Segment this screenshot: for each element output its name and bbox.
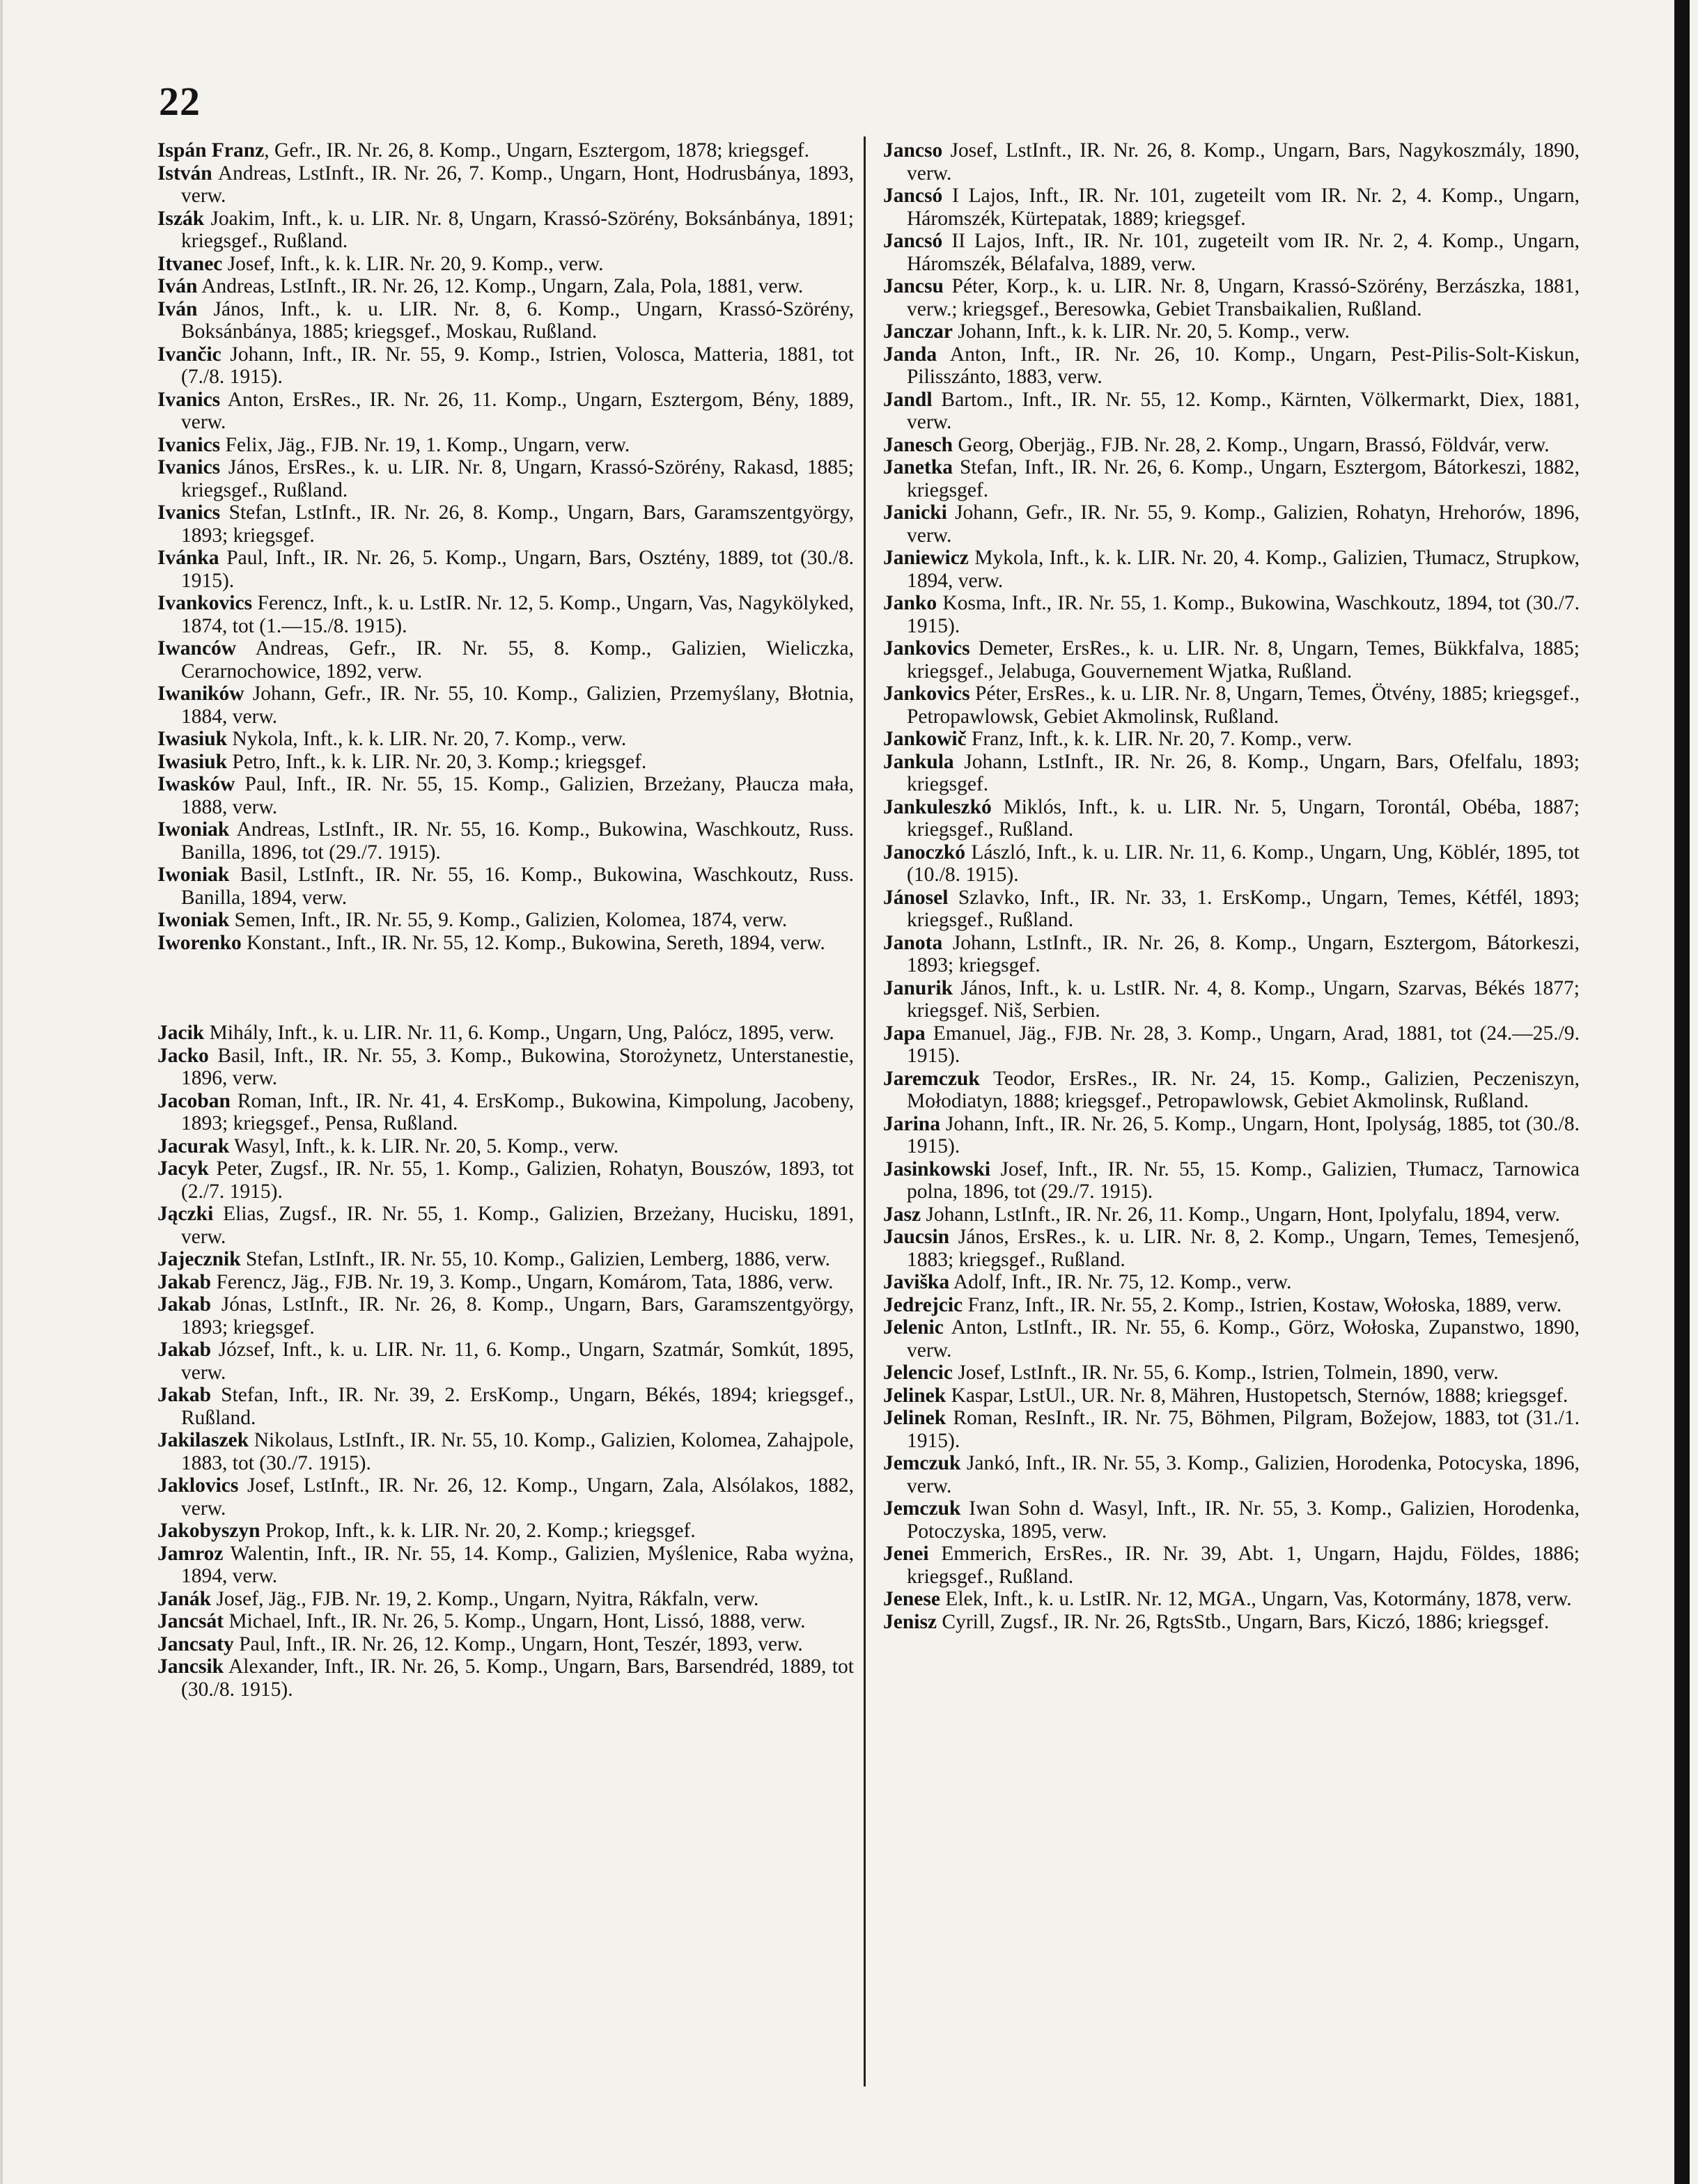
entry-surname: Iwoniak [157,864,230,886]
roster-entry [883,1294,1580,1317]
entry-surname: Janoczkó [883,841,965,864]
entry-surname: Jankovics [883,682,970,705]
entry-surname: Jakobyszyn [157,1520,260,1542]
entry-surname: Jedrejcic [883,1293,963,1316]
roster-entry [883,592,1580,637]
entry-surname: Iwasiuk [157,728,228,750]
entry-details: Miklós, Inft., k. u. LIR. Nr. 5, Ungarn, Torontál, Obéba, 1887; kriegsgef., Rußland. [907,795,1580,841]
roster-entry [883,1271,1580,1294]
entry-surname: Jakab [157,1270,212,1293]
entry-details: Emmerich, ErsRes., IR. Nr. 39, Abt. 1, Ungarn, Hajdu, Földes, 1886; kriegsgef., Rußland. [907,1543,1580,1588]
roster-entry [157,1633,854,1656]
entry-details: Johann, Gefr., IR. Nr. 55, 10. Komp., Galizien, Przemyślany, Błotnia, 1884, verw. [181,682,854,728]
entry-details: Franz, Inft., IR. Nr. 55, 2. Komp., Istrien, Kostaw, Wołoska, 1889, verw. [963,1293,1562,1316]
roster-entry [157,456,854,501]
column-divider [864,136,866,2086]
entry-surname: Ivanics [157,433,221,456]
roster-entry [157,592,854,637]
roster-entry [157,1293,854,1339]
roster-entry [157,1543,854,1588]
entry-details: Johann, LstInft., IR. Nr. 26, 8. Komp., Ungarn, Esztergom, Bátorkeszi, 1893; kriegsgef. [907,931,1580,976]
roster-entry [157,1022,854,1045]
entry-details: Elias, Zugsf., IR. Nr. 55, 1. Komp., Galizien, Brzeżany, Hucisku, 1891, verw. [181,1203,854,1248]
roster-entry [157,275,854,298]
roster-entry [157,501,854,547]
entry-surname: Jemczuk [883,1497,961,1520]
entry-details: Josef, Inft., k. k. LIR. Nr. 20, 9. Komp., verw. [222,252,604,275]
entry-details: Andreas, LstInft., IR. Nr. 26, 12. Komp., Ungarn, Zala, Pola, 1881, verw. [197,275,804,297]
roster-entry [883,456,1580,501]
entry-surname: Janetka [883,456,953,478]
entry-details: Semen, Inft., IR. Nr. 55, 9. Komp., Galizien, Kolomea, 1874, verw. [229,909,788,931]
entry-surname: Janicki [883,501,947,524]
entry-surname: Jakab [157,1293,212,1316]
roster-entry [883,275,1580,320]
entry-surname: Jancsó [883,185,943,207]
roster-entry [883,932,1580,977]
roster-entry [157,208,854,253]
entry-details: Andreas, LstInft., IR. Nr. 26, 7. Komp., Ungarn, Hont, Hodrusbánya, 1893, verw. [181,162,854,207]
roster-entry [157,773,854,818]
entry-surname: Ispán Franz [157,139,265,162]
entry-surname: Jasz [883,1203,921,1226]
entry-group-j-cont [883,139,1580,1633]
roster-entry [883,139,1580,185]
entry-details: Josef, LstInft., IR. Nr. 55, 6. Komp., Istrien, Tolmein, 1890, verw. [952,1362,1499,1384]
roster-entry [157,547,854,592]
entry-details: Michael, Inft., IR. Nr. 26, 5. Komp., Ungarn, Hont, Lissó, 1888, verw. [224,1610,806,1632]
entry-details: II Lajos, Inft., IR. Nr. 101, zugeteilt vom IR. Nr. 2, 4. Komp., Ungarn, Háromszék, Bélafalva, 1889, verw. [907,230,1580,275]
roster-entry [883,1113,1580,1158]
entry-surname: Jancsu [883,275,944,297]
roster-entry [157,1520,854,1543]
entry-surname: Jamroz [157,1542,224,1565]
roster-entry [883,728,1580,751]
roster-entry [883,320,1580,343]
entry-details: Roman, ResInft., IR. Nr. 75, Böhmen, Pilgram, Božejow, 1883, tot (31./1. 1915). [907,1407,1580,1452]
roster-entry [157,1588,854,1611]
roster-entry [883,1022,1580,1068]
roster-entry [157,1045,854,1090]
entry-group-j [157,1022,854,1701]
entry-surname: Jączki [157,1203,214,1225]
entry-surname: Jandl [883,388,933,411]
entry-details: Anton, LstInft., IR. Nr. 55, 6. Komp., Görz, Wołoska, Zupanstwo, 1890, verw. [907,1316,1580,1362]
entry-details: Josef, Inft., IR. Nr. 55, 15. Komp., Galizien, Tłumacz, Tarnowica polna, 1896, tot (29./7. 1915). [907,1157,1580,1203]
roster-entry [157,1429,854,1474]
entry-details: Nykola, Inft., k. k. LIR. Nr. 20, 7. Komp., verw. [227,728,627,750]
roster-entry [883,230,1580,275]
entry-details: Mykola, Inft., k. k. LIR. Nr. 20, 4. Komp., Galizien, Tłumacz, Strupkow, 1894, verw. [907,547,1580,592]
entry-details: Georg, Oberjäg., FJB. Nr. 28, 2. Komp., Ungarn, Brassó, Földvár, verw. [952,433,1550,456]
entry-details: Kaspar, LstUl., UR. Nr. 8, Mähren, Hustopetsch, Sternów, 1888; kriegsgef. [946,1384,1568,1407]
entry-details: Jónas, LstInft., IR. Nr. 26, 8. Komp., Ungarn, Bars, Garamszentgyörgy, 1893; kriegsgef. [181,1293,854,1339]
entry-surname: Iwasiuk [157,750,228,773]
entry-details: Stefan, LstInft., IR. Nr. 55, 10. Komp., Galizien, Lemberg, 1886, verw. [240,1248,830,1270]
entry-details: Mihály, Inft., k. u. LIR. Nr. 11, 6. Komp., Ungarn, Ung, Palócz, 1895, verw. [204,1022,834,1044]
entry-details: Johann, Inft., IR. Nr. 55, 9. Komp., Istrien, Volosca, Matteria, 1881, tot (7./8. 1915). [181,343,854,388]
entry-surname: Jancsó [883,230,943,252]
entry-surname: Jaucsin [883,1226,950,1248]
entry-details: Josef, LstInft., IR. Nr. 26, 8. Komp., Ungarn, Bars, Nagykoszmály, 1890, verw. [907,139,1580,185]
roster-entry [883,796,1580,841]
left-column [157,139,854,1701]
entry-details: Paul, Inft., IR. Nr. 26, 5. Komp., Ungarn, Bars, Osztény, 1889, tot (30./8. 1915). [181,547,854,592]
right-column [883,139,1580,1633]
entry-surname: Jenisz [883,1610,937,1633]
entry-details: Roman, Inft., IR. Nr. 41, 4. ErsKomp., Bukowina, Kimpolung, Jacobeny, 1893; kriegsgef., Pensa, Rußland. [181,1089,854,1134]
entry-surname: Janurik [883,976,953,999]
roster-entry [157,389,854,434]
entry-surname: Jancsát [157,1610,224,1632]
roster-entry [883,841,1580,887]
entry-details: Stefan, Inft., IR. Nr. 39, 2. ErsKomp., Ungarn, Békés, 1894; kriegsgef., Rußland. [181,1384,854,1429]
entry-surname: Iszák [157,207,205,230]
roster-entry [157,751,854,774]
roster-entry [883,887,1580,932]
entry-details: Konstant., Inft., IR. Nr. 55, 12. Komp., Bukowina, Sereth, 1894, verw. [241,931,825,954]
entry-surname: Ivanics [157,501,221,524]
entry-surname: Jajecznik [157,1248,241,1270]
entry-surname: Jelenic [883,1316,944,1339]
entry-details: Basil, Inft., IR. Nr. 55, 3. Komp., Bukowina, Storożynetz, Unterstanestie, 1896, verw. [181,1044,854,1089]
entry-surname: Jasinkowski [883,1157,991,1180]
roster-entry [883,977,1580,1022]
entry-surname: Jarina [883,1112,940,1135]
roster-entry [157,1384,854,1429]
entry-details: Ferencz, Jäg., FJB. Nr. 19, 3. Komp., Ungarn, Komárom, Tata, 1886, verw. [211,1270,834,1293]
entry-surname: Janczar [883,320,953,343]
entry-surname: Ivánka [157,547,219,569]
roster-entry [883,389,1580,434]
roster-entry [157,1135,854,1158]
page-right-edge [1674,0,1690,2184]
entry-surname: Jankovics [883,637,970,660]
entry-surname: Jancso [883,139,943,162]
entry-details: I Lajos, Inft., IR. Nr. 101, zugeteilt vom IR. Nr. 2, 4. Komp., Ungarn, Háromszék, Kürtepatak, 1889; kriegsgef. [907,185,1580,230]
entry-surname: Janiewicz [883,547,969,569]
entry-details: Bartom., Inft., IR. Nr. 55, 12. Komp., Kärnten, Völkermarkt, Diex, 1881, verw. [907,388,1580,433]
roster-entry [883,501,1580,547]
roster-entry [157,818,854,864]
roster-entry [157,682,854,728]
entry-details: Ferencz, Inft., k. u. LstIR. Nr. 12, 5. Komp., Ungarn, Vas, Nagykölyked, 1874, tot (1.—15./8. 1915). [181,592,854,637]
roster-entry [157,1474,854,1520]
entry-details: Peter, Zugsf., IR. Nr. 55, 1. Komp., Galizien, Rohatyn, Bouszów, 1893, tot (2./7. 1915). [181,1157,854,1203]
entry-surname: Janesch [883,433,953,456]
entry-details: János, Inft., k. u. LIR. Nr. 8, 6. Komp., Ungarn, Krassó-Szörény, Boksánbánya, 1885; kriegsgef., Moskau, Rußland. [181,297,854,343]
entry-details: Stefan, Inft., IR. Nr. 26, 6. Komp., Ungarn, Esztergom, Bátorkeszi, 1882, kriegsgef. [907,456,1580,501]
entry-details: Demeter, ErsRes., k. u. LIR. Nr. 8, Ungarn, Temes, Bükkfalva, 1885; kriegsgef., Jelabuga, Gouvernement Wjatka, Rußland. [907,637,1580,682]
entry-details: József, Inft., k. u. LIR. Nr. 11, 6. Komp., Ungarn, Szatmár, Somkút, 1895, verw. [181,1339,854,1384]
roster-entry [883,547,1580,592]
entry-surname: Jacurak [157,1134,230,1157]
entry-details: Josef, LstInft., IR. Nr. 26, 12. Komp., Ungarn, Zala, Alsólakos, 1882, verw. [181,1474,854,1520]
entry-surname: Janda [883,343,937,366]
entry-surname: Janko [883,592,937,614]
entry-details: Elek, Inft., k. u. LstIR. Nr. 12, MGA., Ungarn, Vas, Kotormány, 1878, verw. [940,1588,1572,1610]
entry-details: Anton, Inft., IR. Nr. 26, 10. Komp., Ungarn, Pest-Pilis-Solt-Kiskun, Pilisszánto, 1883, verw. [907,343,1580,388]
roster-entry [157,1090,854,1135]
roster-entry [883,682,1580,728]
entry-details: Wasyl, Inft., k. k. LIR. Nr. 20, 5. Komp., verw. [229,1134,619,1157]
entry-surname: Jakab [157,1339,212,1361]
entry-details: Joakim, Inft., k. u. LIR. Nr. 8, Ungarn, Krassó-Szörény, Boksánbánya, 1891; kriegsgef., Rußland. [181,207,854,252]
entry-surname: Jánosel [883,886,949,909]
roster-entry [883,1611,1580,1634]
roster-entry [883,185,1580,230]
roster-entry [157,909,854,932]
entry-surname: Iworenko [157,931,242,954]
entry-details: Basil, LstInft., IR. Nr. 55, 16. Komp., Bukowina, Waschkoutz, Russ. Banilla, 1894, verw. [181,864,854,909]
roster-entry [157,728,854,751]
roster-entry [157,1610,854,1633]
entry-details: , Gefr., IR. Nr. 26, 8. Komp., Ungarn, Esztergom, 1878; kriegsgef. [264,139,809,162]
roster-entry [157,162,854,208]
roster-entry [157,1271,854,1294]
entry-surname: Janota [883,931,943,954]
entry-surname: Ivanics [157,456,221,478]
entry-details: Franz, Inft., k. k. LIR. Nr. 20, 7. Komp., verw. [966,728,1353,750]
section-gap [157,954,854,1022]
roster-entry [157,1248,854,1271]
roster-entry [157,298,854,343]
entry-surname: Jenei [883,1543,929,1565]
roster-entry [883,1158,1580,1203]
entry-details: Stefan, LstInft., IR. Nr. 26, 8. Komp., Ungarn, Bars, Garamszentgyörgy, 1893; kriegsgef. [181,501,854,547]
entry-details: János, ErsRes., k. u. LIR. Nr. 8, Ungarn, Krassó-Szörény, Rakasd, 1885; kriegsgef., Rußland. [181,456,854,501]
roster-entry [157,1655,854,1701]
entry-surname: Jelinek [883,1384,947,1407]
entry-surname: Japa [883,1022,926,1045]
entry-details: Felix, Jäg., FJB. Nr. 19, 1. Komp., Ungarn, verw. [220,433,630,456]
entry-surname: Iwasków [157,773,235,795]
roster-entry [883,1384,1580,1407]
roster-entry [157,1157,854,1203]
entry-details: Jankó, Inft., IR. Nr. 55, 3. Komp., Galizien, Horodenka, Potocyska, 1896, verw. [907,1452,1580,1497]
roster-entry [157,253,854,276]
roster-entry [883,751,1580,796]
entry-details: Johann, Inft., k. k. LIR. Nr. 20, 5. Komp., verw. [952,320,1350,343]
roster-entry [883,343,1580,389]
entry-surname: Jenese [883,1588,940,1610]
entry-details: Paul, Inft., IR. Nr. 55, 15. Komp., Galizien, Brzeżany, Płaucza mała, 1888, verw. [181,773,854,818]
roster-entry [157,343,854,389]
entry-surname: Ivančic [157,343,221,366]
entry-details: Andreas, Gefr., IR. Nr. 55, 8. Komp., Galizien, Wieliczka, Cerarnochowice, 1892, verw. [181,637,854,682]
entry-surname: Ivankovics [157,592,253,614]
roster-entry [157,139,854,162]
entry-surname: Jakilaszek [157,1429,249,1451]
entry-details: Paul, Inft., IR. Nr. 26, 12. Komp., Ungarn, Hont, Teszér, 1893, verw. [233,1632,803,1655]
page-number: 22 [159,79,201,124]
entry-surname: Jacik [157,1022,205,1044]
roster-entry [157,1203,854,1248]
entry-details: Johann, LstInft., IR. Nr. 26, 8. Komp., Ungarn, Bars, Ofelfalu, 1893; kriegsgef. [907,750,1580,795]
roster-entry [157,932,854,955]
entry-surname: Jelencic [883,1362,953,1384]
entry-details: Teodor, ErsRes., IR. Nr. 24, 15. Komp., Galizien, Peczeniszyn, Mołodiatyn, 1888; kriegsgef., Petropawlowsk, Gebiet Akmolinsk, Rußland. [907,1067,1580,1112]
roster-entry [883,1407,1580,1452]
roster-entry [157,864,854,909]
entry-details: Johann, Gefr., IR. Nr. 55, 9. Komp., Galizien, Rohatyn, Hrehorów, 1896, verw. [907,501,1580,547]
entry-surname: Jankuleszkó [883,795,992,818]
roster-entry [157,637,854,682]
entry-surname: Janák [157,1587,212,1610]
entry-details: Nikolaus, LstInft., IR. Nr. 55, 10. Komp., Galizien, Kolomea, Zahajpole, 1883, tot (30./7. 1915). [181,1429,854,1474]
entry-details: Josef, Jäg., FJB. Nr. 19, 2. Komp., Ungarn, Nyitra, Rákfaln, verw. [211,1587,759,1610]
entry-details: Johann, LstInft., IR. Nr. 26, 11. Komp., Ungarn, Hont, Ipolyfalu, 1894, verw. [921,1203,1561,1226]
roster-entry [883,1203,1580,1226]
entry-surname: István [157,162,212,185]
entry-details: Walentin, Inft., IR. Nr. 55, 14. Komp., Galizien, Myślenice, Raba wyżna, 1894, verw. [181,1542,854,1587]
roster-entry [157,1339,854,1384]
entry-surname: Jakab [157,1384,212,1406]
entry-surname: Iván [157,297,198,320]
roster-entry [157,434,854,457]
entry-details: Emanuel, Jäg., FJB. Nr. 28, 3. Komp., Ungarn, Arad, 1881, tot (24.—25./9. 1915). [907,1022,1580,1067]
entry-surname: Ivanics [157,388,221,411]
entry-details: János, Inft., k. u. LstIR. Nr. 4, 8. Komp., Ungarn, Szarvas, Békés 1877; kriegsgef. Niš, Serbien. [907,976,1580,1022]
entry-surname: Jacko [157,1044,209,1067]
entry-surname: Iwoniak [157,818,230,841]
entry-surname: Jacyk [157,1157,209,1180]
entry-group-i [157,139,854,954]
entry-surname: Iwoniak [157,909,230,931]
entry-details: Cyrill, Zugsf., IR. Nr. 26, RgtsStb., Ungarn, Bars, Kiczó, 1886; kriegsgef. [937,1610,1550,1633]
entry-surname: Jankowič [883,728,967,750]
page-left-edge [0,0,3,2184]
entry-details: Kosma, Inft., IR. Nr. 55, 1. Komp., Bukowina, Waschkoutz, 1894, tot (30./7. 1915). [907,592,1580,637]
roster-entry [883,1068,1580,1113]
roster-entry [883,1588,1580,1611]
roster-entry [883,434,1580,457]
roster-entry [883,1543,1580,1588]
roster-entry [883,1362,1580,1384]
entry-surname: Jancsik [157,1655,224,1678]
entry-surname: Jancsaty [157,1632,234,1655]
entry-details: Anton, ErsRes., IR. Nr. 26, 11. Komp., Ungarn, Esztergom, Bény, 1889, verw. [181,388,854,433]
entry-surname: Iwanców [157,637,237,660]
entry-details: Szlavko, Inft., IR. Nr. 33, 1. ErsKomp., Ungarn, Temes, Kétfél, 1893; kriegsgef., Rußland. [907,886,1580,931]
roster-entry [883,1497,1580,1543]
entry-details: Petro, Inft., k. k. LIR. Nr. 20, 3. Komp.; kriegsgef. [227,750,647,773]
entry-surname: Jacoban [157,1089,231,1112]
entry-surname: Jemczuk [883,1452,961,1474]
entry-surname: Iwaników [157,682,244,705]
entry-details: Péter, Korp., k. u. LIR. Nr. 8, Ungarn, Krassó-Szörény, Berzászka, 1881, verw.; kriegsgef., Beresowka, Gebiet Transbaikalien, Rußland. [907,275,1580,320]
entry-details: János, ErsRes., k. u. LIR. Nr. 8, 2. Komp., Ungarn, Temes, Temesjenő, 1883; kriegsgef., Rußland. [907,1226,1580,1271]
entry-details: Johann, Inft., IR. Nr. 26, 5. Komp., Ungarn, Hont, Ipolyság, 1885, tot (30./8. 1915). [907,1112,1580,1157]
entry-surname: Itvanec [157,252,223,275]
entry-details: Prokop, Inft., k. k. LIR. Nr. 20, 2. Komp.; kriegsgef. [260,1520,696,1542]
roster-entry [883,1316,1580,1362]
entry-surname: Iván [157,275,198,297]
roster-entry [883,1226,1580,1271]
entry-surname: Jaklovics [157,1474,239,1497]
entry-details: Adolf, Inft., IR. Nr. 75, 12. Komp., verw. [949,1271,1292,1293]
entry-details: Péter, ErsRes., k. u. LIR. Nr. 8, Ungarn, Temes, Ötvény, 1885; kriegsgef., Petropawlowsk, Gebiet Akmolinsk, Rußland. [907,682,1580,728]
entry-details: Alexander, Inft., IR. Nr. 26, 5. Komp., Ungarn, Bars, Barsendréd, 1889, tot (30./8. 1915). [181,1655,854,1701]
entry-details: Iwan Sohn d. Wasyl, Inft., IR. Nr. 55, 3. Komp., Galizien, Horodenka, Potoczyska, 1895, verw. [907,1497,1580,1543]
roster-entry [883,637,1580,682]
entry-details: Andreas, LstInft., IR. Nr. 55, 16. Komp., Bukowina, Waschkoutz, Russ. Banilla, 1896, tot (29./7. 1915). [181,818,854,864]
entry-surname: Jaremczuk [883,1067,980,1090]
roster-entry [883,1452,1580,1497]
entry-details: László, Inft., k. u. LIR. Nr. 11, 6. Komp., Ungarn, Ung, Köblér, 1895, tot (10./8. 1915). [907,841,1580,886]
entry-surname: Jankula [883,750,954,773]
entry-surname: Javiška [883,1271,950,1293]
entry-surname: Jelinek [883,1407,947,1429]
